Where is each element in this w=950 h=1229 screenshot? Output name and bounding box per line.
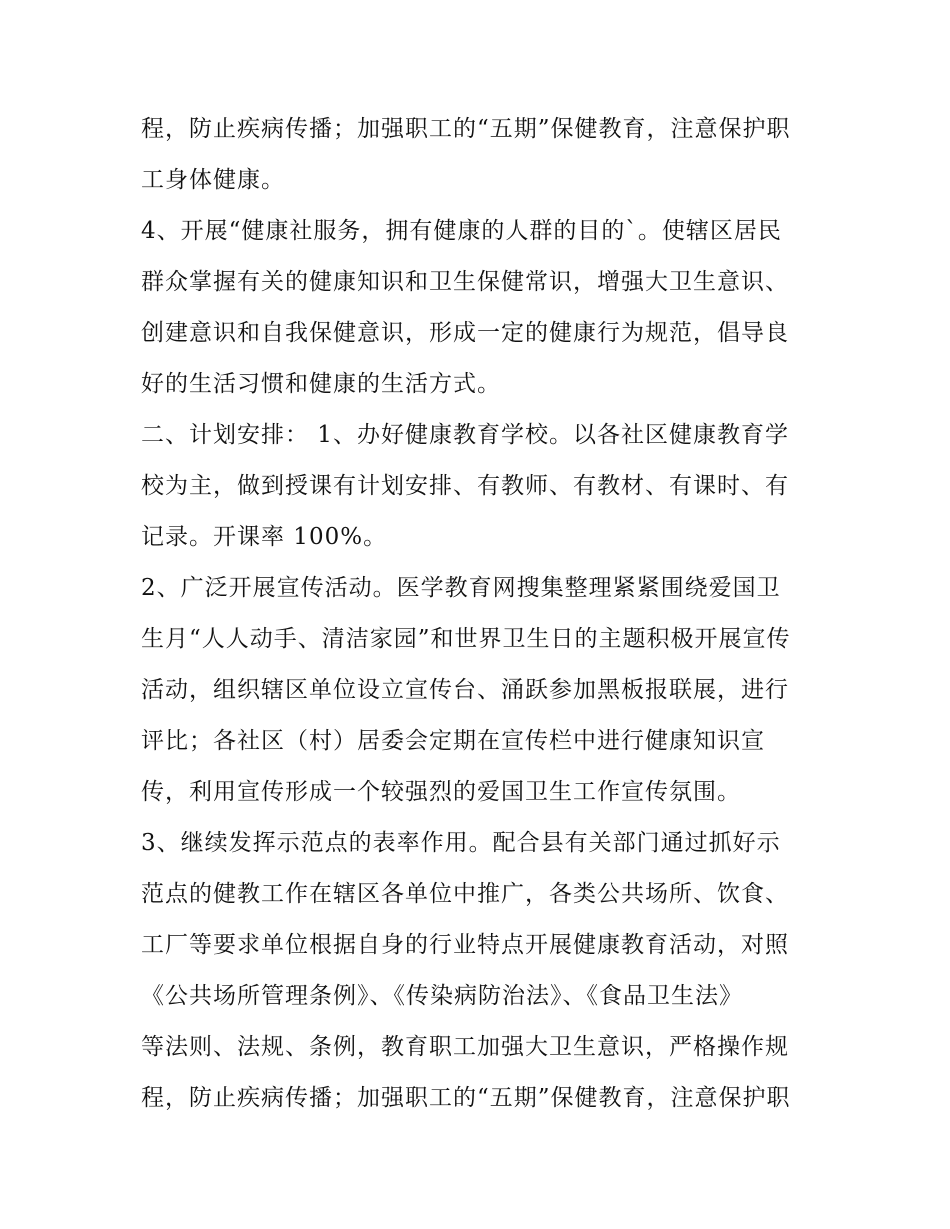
text-line: 3、继续发挥示范点的表率作用。配合县有关部门通过抓好示	[141, 830, 781, 856]
text-line: 二、计划安排： 1、办好健康教育学校。以各社区健康教育学	[141, 422, 789, 448]
text-line: 程，防止疾病传播；加强职工的“五期”保健教育，注意保护职	[141, 116, 791, 142]
text-line: 工厂等要求单位根据自身的行业特点开展健康教育活动，对照	[141, 932, 789, 958]
text-line: 范点的健教工作在辖区各单位中推广，各类公共场所、饮食、	[141, 881, 789, 907]
text-line: 传，利用宣传形成一个较强烈的爱国卫生工作宣传氛围。	[141, 779, 741, 805]
text-line: 等法则、法规、条例，教育职工加强大卫生意识，严格操作规	[141, 1034, 789, 1060]
text-line: 2、广泛开展宣传活动。医学教育网搜集整理紧紧围绕爱国卫	[141, 575, 781, 601]
text-line: 校为主，做到授课有计划安排、有教师、有教材、有课时、有	[141, 473, 789, 499]
text-line: 《公共场所管理条例》、《传染病防治法》、《食品卫生法》	[141, 983, 743, 1009]
text-line: 创建意识和自我保健意识，形成一定的健康行为规范，倡导良	[141, 320, 789, 346]
text-line: 记录。开课率 100%。	[141, 524, 388, 550]
text-line: 评比；各社区（村）居委会定期在宣传栏中进行健康知识宣	[141, 728, 765, 754]
text-line: 活动，组织辖区单位设立宣传台、涌跃参加黑板报联展，进行	[141, 677, 789, 703]
text-line: 4、开展“健康社服务，拥有健康的人群的目的`。使辖区居民	[141, 218, 782, 244]
text-line: 群众掌握有关的健康知识和卫生保健常识，增强大卫生意识、	[141, 269, 789, 295]
text-line: 好的生活习惯和健康的生活方式。	[141, 371, 501, 397]
text-line: 生月“人人动手、清洁家园”和世界卫生日的主题积极开展宣传	[141, 626, 791, 652]
text-line: 工身体健康。	[141, 167, 285, 193]
document-body	[141, 104, 821, 1124]
text-line: 程，防止疾病传播；加强职工的“五期”保健教育，注意保护职	[141, 1085, 791, 1111]
